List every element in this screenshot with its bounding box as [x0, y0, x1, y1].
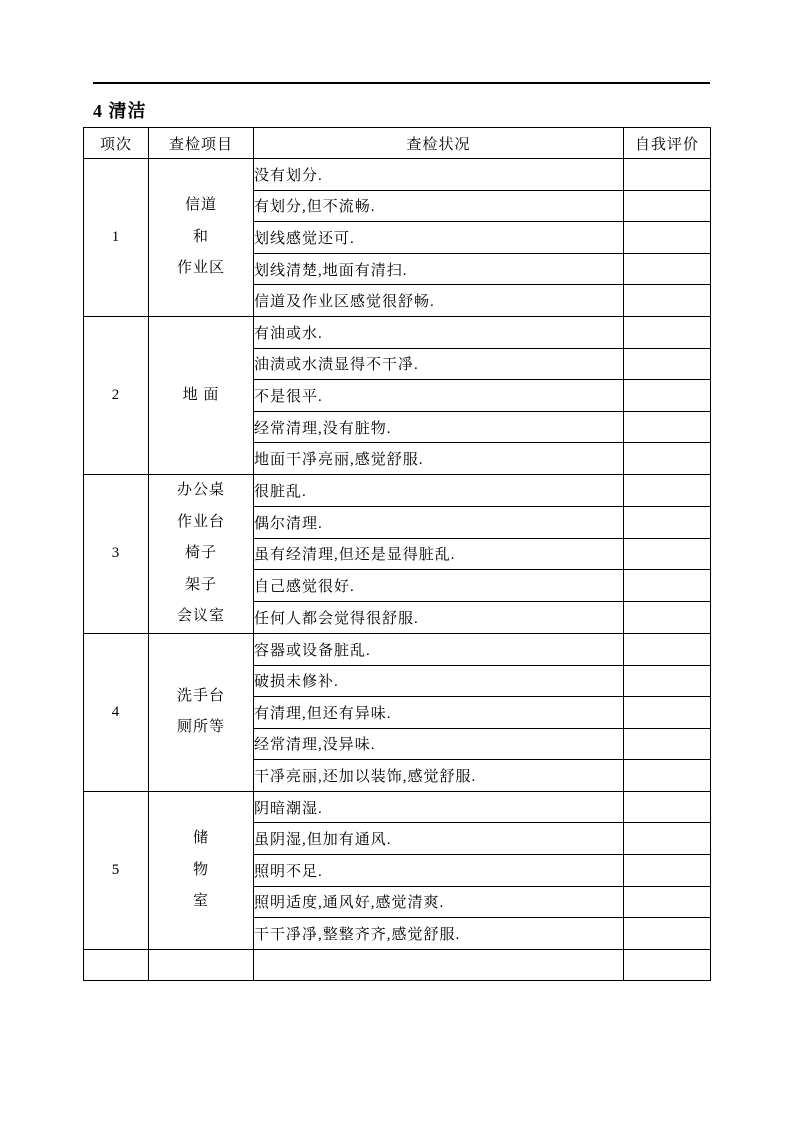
- item-number-cell: 4: [84, 633, 149, 791]
- evaluation-cell: [624, 665, 711, 697]
- evaluation-cell: [624, 380, 711, 412]
- table-row: [84, 474, 711, 506]
- evaluation-cell: [624, 348, 711, 380]
- evaluation-cell: [624, 443, 711, 475]
- evaluation-cell: [624, 791, 711, 823]
- table-body: [84, 159, 711, 981]
- evaluation-cell: [624, 697, 711, 729]
- status-cell: 虽有经清理,但还是显得脏乱.: [254, 538, 624, 570]
- status-cell: 照明不足.: [254, 855, 624, 887]
- status-cell: 划线感觉还可.: [254, 222, 624, 254]
- check-item-line: 厕所等: [176, 719, 225, 736]
- column-header-item-no: 项次: [84, 128, 149, 159]
- evaluation-cell: [624, 316, 711, 348]
- check-item-cell: [149, 159, 254, 317]
- evaluation-cell: [624, 760, 711, 792]
- evaluation-cell: [624, 285, 711, 317]
- status-cell: 有油或水.: [254, 316, 624, 348]
- check-item-line: 架子: [184, 576, 217, 593]
- status-cell: 地面干凈亮丽,感觉舒服.: [254, 443, 624, 475]
- status-cell: 偶尔清理.: [254, 506, 624, 538]
- table-header-row: [84, 128, 711, 159]
- check-item-cell: [149, 316, 254, 474]
- cleaning-checklist-table: [83, 127, 711, 981]
- evaluation-cell: [624, 855, 711, 887]
- evaluation-cell: [624, 918, 711, 950]
- empty-row: [84, 949, 711, 981]
- status-cell: 有清理,但还有异味.: [254, 697, 624, 729]
- status-cell: 经常清理,没异味.: [254, 728, 624, 760]
- evaluation-cell: [624, 538, 711, 570]
- evaluation-cell: [624, 728, 711, 760]
- check-item-line: 作业区: [176, 260, 225, 277]
- check-item-line: 地 面: [182, 386, 220, 403]
- check-item-cell: [149, 791, 254, 949]
- status-cell: 照明适度,通风好,感觉清爽.: [254, 886, 624, 918]
- status-cell: 干干凈凈,整整齐齐,感觉舒服.: [254, 918, 624, 950]
- status-cell: 没有划分.: [254, 159, 624, 191]
- table-row: [84, 791, 711, 823]
- evaluation-cell: [624, 602, 711, 634]
- status-cell: 容器或设备脏乱.: [254, 633, 624, 665]
- item-number-cell: 1: [84, 159, 149, 317]
- status-cell: 很脏乱.: [254, 474, 624, 506]
- check-item-line: 室: [192, 893, 209, 910]
- check-item-line: 洗手台: [176, 687, 225, 704]
- check-item-line: 物: [192, 861, 209, 878]
- check-item-line: 和: [192, 228, 209, 245]
- status-cell: 有划分,但不流畅.: [254, 190, 624, 222]
- check-item-line: 办公桌: [176, 481, 225, 498]
- evaluation-cell: [624, 411, 711, 443]
- evaluation-cell: [624, 633, 711, 665]
- evaluation-cell: [624, 159, 711, 191]
- check-item-cell: [149, 949, 254, 981]
- evaluation-cell: [624, 570, 711, 602]
- status-cell: 破损未修补.: [254, 665, 624, 697]
- table-row: [84, 159, 711, 191]
- check-item-line: 储: [192, 829, 209, 846]
- item-number-cell: 5: [84, 791, 149, 949]
- check-item-line: 作业台: [176, 513, 225, 530]
- item-number-cell: [84, 949, 149, 981]
- item-number-cell: 3: [84, 474, 149, 633]
- status-cell: 阴暗潮湿.: [254, 791, 624, 823]
- evaluation-cell: [624, 823, 711, 855]
- check-item-line: 信道: [184, 197, 217, 214]
- status-cell: 不是很平.: [254, 380, 624, 412]
- evaluation-cell: [624, 190, 711, 222]
- status-cell: 信道及作业区感觉很舒畅.: [254, 285, 624, 317]
- column-header-check-status: 查检状况: [254, 128, 624, 159]
- check-item-line: 椅子: [184, 545, 217, 562]
- column-header-self-evaluation: 自我评价: [624, 128, 711, 159]
- check-item-line: 会议室: [176, 608, 225, 625]
- header-rule: [93, 82, 710, 84]
- page-title: 4 清洁: [93, 101, 147, 121]
- evaluation-cell: [624, 474, 711, 506]
- check-item-cell: [149, 633, 254, 791]
- status-cell: 干凈亮丽,还加以装饰,感觉舒服.: [254, 760, 624, 792]
- item-number-cell: 2: [84, 316, 149, 474]
- status-cell: 经常清理,没有脏物.: [254, 411, 624, 443]
- status-cell: 自己感觉很好.: [254, 570, 624, 602]
- evaluation-cell: [624, 886, 711, 918]
- table-row: [84, 316, 711, 348]
- status-cell: 油渍或水渍显得不干凈.: [254, 348, 624, 380]
- status-cell: 虽阴湿,但加有通风.: [254, 823, 624, 855]
- status-cell: 任何人都会觉得很舒服.: [254, 602, 624, 634]
- evaluation-cell: [624, 222, 711, 254]
- check-item-cell: [149, 474, 254, 633]
- evaluation-cell: [624, 949, 711, 981]
- status-cell: [254, 949, 624, 981]
- evaluation-cell: [624, 253, 711, 285]
- table-row: [84, 633, 711, 665]
- status-cell: 划线清楚,地面有清扫.: [254, 253, 624, 285]
- column-header-check-item: 查检项目: [149, 128, 254, 159]
- evaluation-cell: [624, 506, 711, 538]
